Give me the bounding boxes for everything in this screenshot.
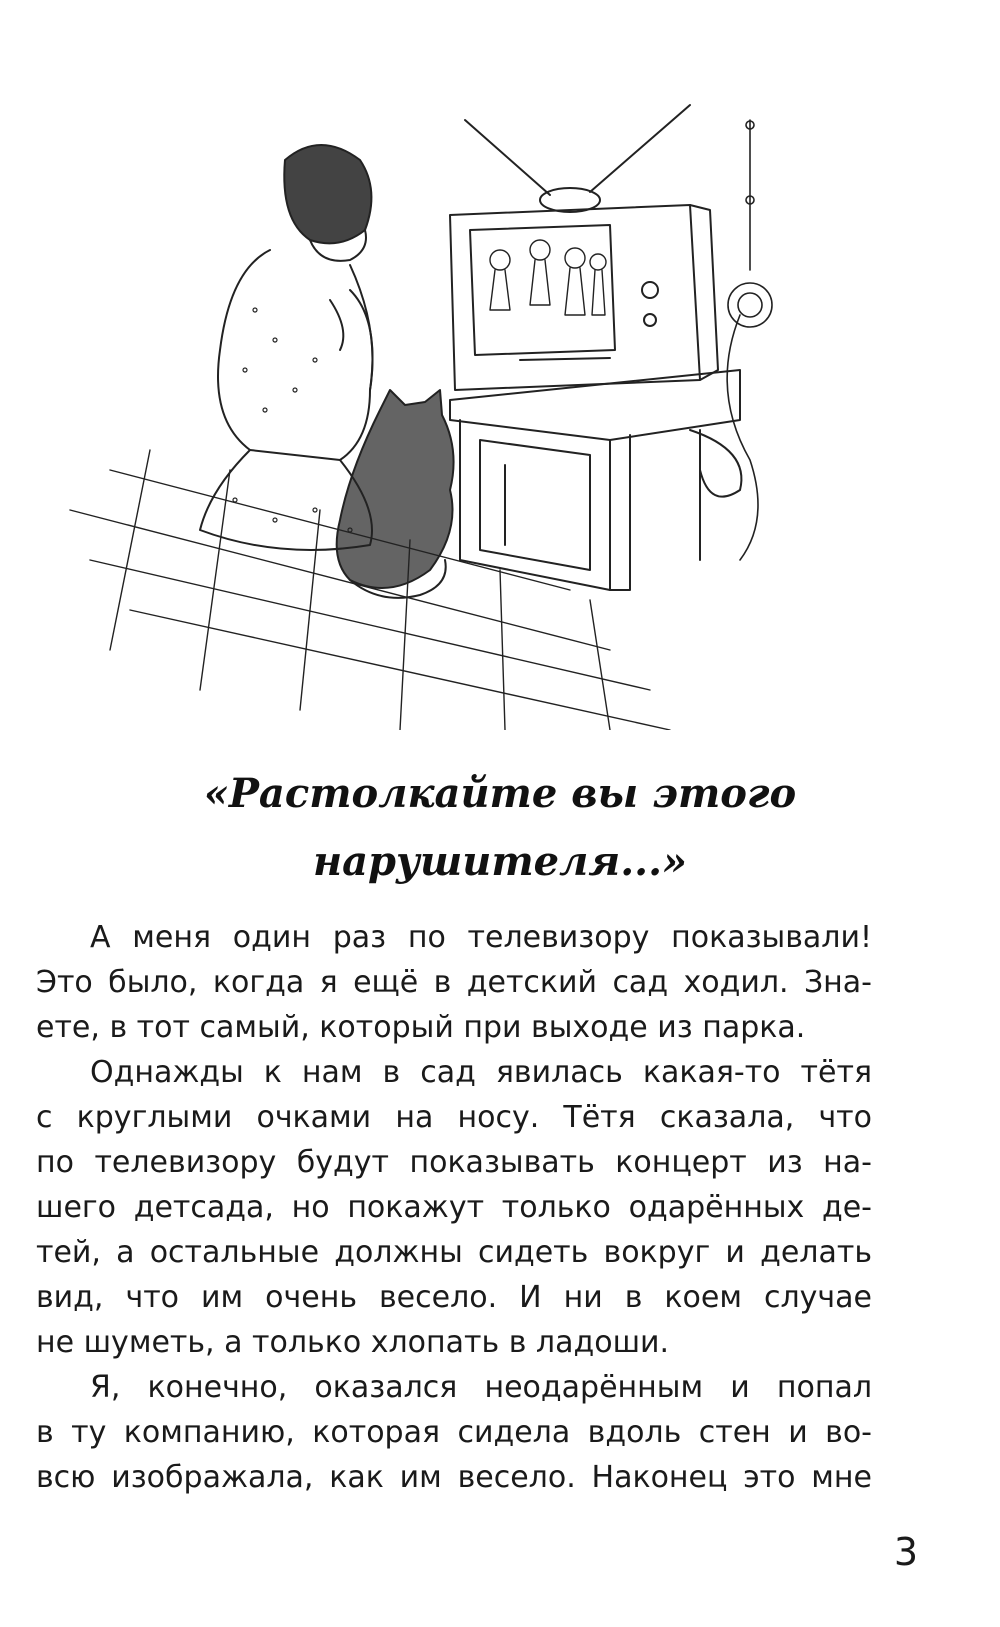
chapter-title-line-1: «Растолкайте вы этого xyxy=(203,770,797,817)
text-line: ете, в тот самый, который при выходе из парка. xyxy=(36,1010,806,1045)
body-text xyxy=(36,915,872,1500)
text-line: Однажды к нам в сад явилась какая-то тётя xyxy=(90,1055,872,1090)
text-line: Это было, когда я ещё в детский сад ходил. Зна- xyxy=(36,965,872,1000)
chapter-title xyxy=(0,760,1000,896)
text-line: шего детсада, но покажут только одарённых де- xyxy=(36,1190,872,1225)
tv-set xyxy=(450,105,718,390)
tv-cabinet xyxy=(450,370,741,590)
paragraph-3 xyxy=(36,1365,872,1500)
text-line: тей, а остальные должны сидеть вокруг и делать xyxy=(36,1235,872,1270)
woman-figure xyxy=(200,145,373,550)
paragraph-1 xyxy=(36,915,872,1050)
paragraph-2 xyxy=(36,1050,872,1365)
text-line: всю изображала, как им весело. Наконец это мне xyxy=(36,1460,872,1495)
text-line: в ту компанию, которая сидела вдоль стен и во- xyxy=(36,1415,872,1450)
text-line: Я, конечно, оказался неодарённым и попал xyxy=(90,1370,872,1405)
cat-figure xyxy=(337,390,454,598)
page-number: 3 xyxy=(893,1530,918,1574)
illustration-woman-cat-tv xyxy=(50,90,830,730)
text-line: с круглыми очками на носу. Тётя сказала, что xyxy=(36,1100,872,1135)
chapter-title-line-2: нарушителя...» xyxy=(312,838,688,885)
text-line: по телевизору будут показывать концерт из на- xyxy=(36,1145,872,1180)
text-line: не шуметь, а только хлопать в ладоши. xyxy=(36,1325,670,1360)
text-line: вид, что им очень весело. И ни в коем случае xyxy=(36,1280,872,1315)
text-line: А меня один раз по телевизору показывали! xyxy=(90,920,872,955)
